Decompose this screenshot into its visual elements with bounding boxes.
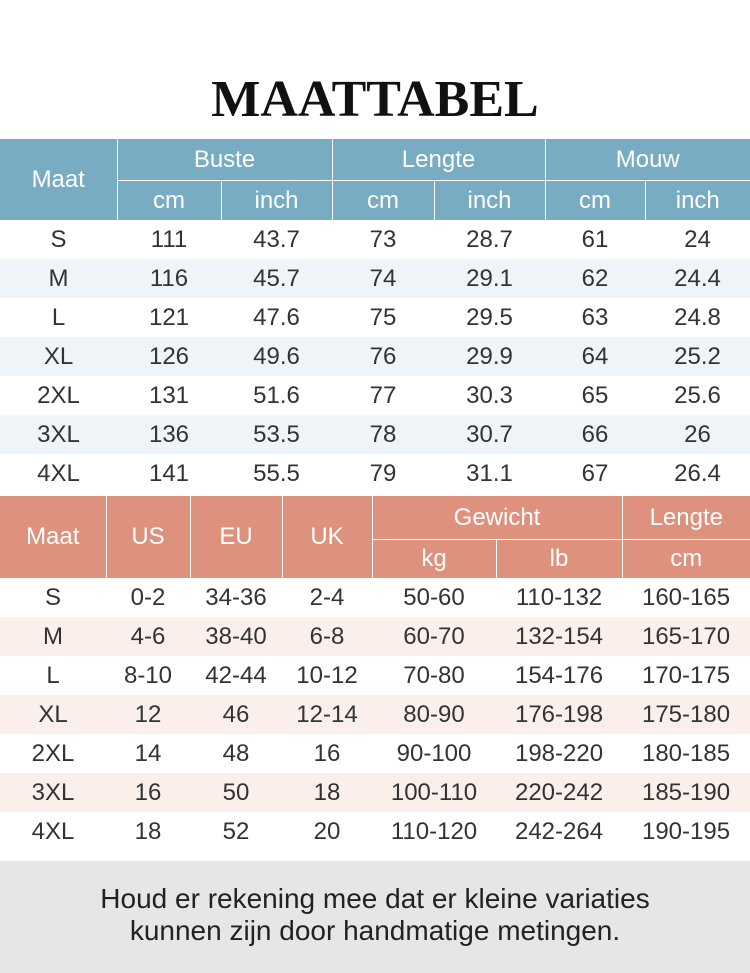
table-row xyxy=(0,415,750,454)
value-cell: 49.6 xyxy=(221,337,332,376)
size-cell: S xyxy=(50,225,67,253)
value-cell: 0-2 xyxy=(130,583,166,611)
value-cell: 126 xyxy=(117,337,221,376)
value-cell: 132-154 xyxy=(496,617,622,656)
value-cell: 80-90 xyxy=(372,695,496,734)
size-cell: M xyxy=(0,259,117,298)
size-cell: L xyxy=(46,661,60,689)
size-cell: M xyxy=(0,617,106,656)
value-cell: 76 xyxy=(332,337,434,376)
value-cell: 70-80 xyxy=(403,661,465,689)
size-cell: XL xyxy=(0,695,106,734)
table-row xyxy=(0,376,750,415)
value-cell: 111 xyxy=(150,225,188,253)
value-cell: 63 xyxy=(581,303,609,331)
value-cell: 198-220 xyxy=(514,739,604,767)
value-cell: 50-60 xyxy=(403,583,465,611)
header-uk: UK xyxy=(282,496,372,578)
value-cell: 28.7 xyxy=(466,225,513,253)
value-cell: 48 xyxy=(222,739,250,767)
table-row xyxy=(0,298,750,337)
value-cell: 100-110 xyxy=(372,773,496,812)
size-cell: 4XL xyxy=(37,459,80,487)
unit-header: cm xyxy=(117,181,221,221)
size-cell: XL xyxy=(0,337,117,376)
header-lengte: Lengte xyxy=(332,139,545,181)
value-cell: 131 xyxy=(148,381,190,409)
value-cell: 79 xyxy=(369,459,397,487)
value-cell: 110-120 xyxy=(390,817,478,845)
size-cell: 4XL xyxy=(31,817,75,845)
unit-header: inch xyxy=(221,181,332,221)
value-cell: 16 xyxy=(106,773,190,812)
header-us: US xyxy=(106,496,190,578)
table-row xyxy=(0,578,750,617)
size-table-conversion xyxy=(0,496,750,851)
size-cell: 2XL xyxy=(31,739,75,767)
value-cell: 26.4 xyxy=(674,459,721,487)
value-cell: 67 xyxy=(581,459,609,487)
value-cell: 29.9 xyxy=(434,337,545,376)
value-cell: 25.2 xyxy=(645,337,750,376)
value-cell: 64 xyxy=(545,337,645,376)
value-cell: 180-185 xyxy=(641,739,731,767)
value-cell: 29.5 xyxy=(466,303,513,331)
value-cell: 24.4 xyxy=(645,259,750,298)
value-cell: 18 xyxy=(134,817,162,845)
value-cell: 2-4 xyxy=(309,583,345,611)
unit-header: inch xyxy=(434,181,545,221)
value-cell: 75 xyxy=(369,303,397,331)
size-cell: 3XL xyxy=(0,773,106,812)
value-cell: 66 xyxy=(545,415,645,454)
value-cell: 24 xyxy=(684,225,711,253)
unit-header: inch xyxy=(645,181,750,221)
table-row xyxy=(0,695,750,734)
value-cell: 190-195 xyxy=(641,817,731,845)
header-maat: Maat xyxy=(0,139,117,220)
value-cell: 50 xyxy=(190,773,282,812)
value-cell: 116 xyxy=(117,259,221,298)
table-row xyxy=(0,617,750,656)
value-cell: 121 xyxy=(148,303,190,331)
unit-header: cm xyxy=(545,181,645,221)
size-table-measurements xyxy=(0,139,750,493)
value-cell: 136 xyxy=(117,415,221,454)
value-cell: 31.1 xyxy=(466,459,513,487)
size-cell: 3XL xyxy=(0,415,117,454)
value-cell: 47.6 xyxy=(253,303,300,331)
table-row xyxy=(0,734,750,773)
value-cell: 14 xyxy=(134,739,162,767)
value-cell: 65 xyxy=(581,381,609,409)
header-eu: EU xyxy=(190,496,282,578)
value-cell: 30.3 xyxy=(466,381,513,409)
table-row xyxy=(0,773,750,812)
value-cell: 242-264 xyxy=(514,817,604,845)
header-maat: Maat xyxy=(0,496,106,578)
unit-header: cm xyxy=(332,181,434,221)
value-cell: 45.7 xyxy=(221,259,332,298)
disclaimer-note xyxy=(0,861,750,973)
value-cell: 170-175 xyxy=(641,661,731,689)
value-cell: 29.1 xyxy=(434,259,545,298)
unit-header: cm xyxy=(622,540,750,579)
table-row xyxy=(0,812,750,851)
header-gewicht: Gewicht xyxy=(372,496,622,540)
value-cell: 8-10 xyxy=(123,661,173,689)
value-cell: 6-8 xyxy=(282,617,372,656)
value-cell: 185-190 xyxy=(622,773,750,812)
size-cell: 2XL xyxy=(37,381,80,409)
table-row xyxy=(0,259,750,298)
value-cell: 51.6 xyxy=(253,381,300,409)
value-cell: 176-198 xyxy=(496,695,622,734)
value-cell: 16 xyxy=(313,739,341,767)
value-cell: 77 xyxy=(369,381,397,409)
value-cell: 110-132 xyxy=(515,583,603,611)
value-cell: 4-6 xyxy=(106,617,190,656)
value-cell: 175-180 xyxy=(622,695,750,734)
unit-header: lb xyxy=(496,540,622,579)
value-cell: 24.8 xyxy=(674,303,721,331)
value-cell: 78 xyxy=(332,415,434,454)
table-row xyxy=(0,220,750,259)
value-cell: 46 xyxy=(190,695,282,734)
header-buste: Buste xyxy=(117,139,332,181)
value-cell: 26 xyxy=(645,415,750,454)
value-cell: 42-44 xyxy=(205,661,267,689)
size-cell: L xyxy=(51,303,66,331)
value-cell: 10-12 xyxy=(296,661,358,689)
page-title: MAATTABEL xyxy=(211,71,539,128)
value-cell: 25.6 xyxy=(674,381,721,409)
value-cell: 160-165 xyxy=(641,583,731,611)
value-cell: 62 xyxy=(545,259,645,298)
value-cell: 43.7 xyxy=(253,225,300,253)
value-cell: 20 xyxy=(313,817,341,845)
table-row xyxy=(0,337,750,376)
header-lengte: Lengte xyxy=(622,496,750,540)
header-mouw: Mouw xyxy=(545,139,750,181)
size-cell: S xyxy=(44,583,61,611)
value-cell: 74 xyxy=(332,259,434,298)
value-cell: 12-14 xyxy=(282,695,372,734)
note-line: Houd er rekening mee dat er kleine variaties xyxy=(100,883,650,914)
value-cell: 141 xyxy=(148,459,190,487)
value-cell: 52 xyxy=(222,817,250,845)
unit-header: kg xyxy=(372,540,496,579)
value-cell: 34-36 xyxy=(205,583,267,611)
value-cell: 60-70 xyxy=(372,617,496,656)
value-cell: 55.5 xyxy=(253,459,300,487)
value-cell: 30.7 xyxy=(434,415,545,454)
value-cell: 73 xyxy=(369,225,397,253)
value-cell: 61 xyxy=(581,225,609,253)
value-cell: 220-242 xyxy=(496,773,622,812)
value-cell: 12 xyxy=(106,695,190,734)
value-cell: 18 xyxy=(282,773,372,812)
table-row xyxy=(0,454,750,493)
value-cell: 165-170 xyxy=(622,617,750,656)
value-cell: 38-40 xyxy=(190,617,282,656)
value-cell: 53.5 xyxy=(221,415,332,454)
note-line: kunnen zijn door handmatige metingen. xyxy=(129,915,621,946)
value-cell: 154-176 xyxy=(514,661,604,689)
table-row xyxy=(0,656,750,695)
value-cell: 90-100 xyxy=(396,739,472,767)
